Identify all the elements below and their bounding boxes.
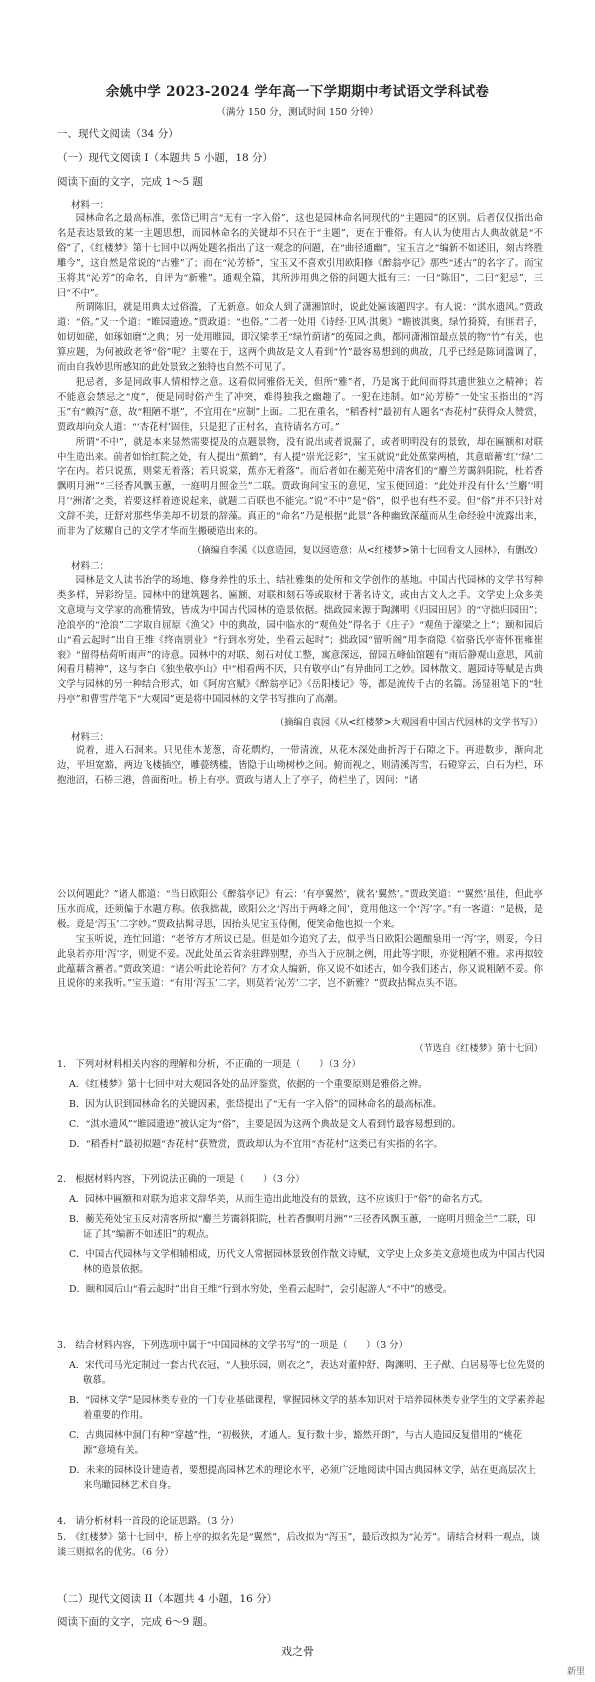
paragraph: 犯忌者，多是同政事人情相悖之意。这看似同雅俗无关，但所“雅”者，乃是寓于此间而得其遗世独立之精神；若不能意会禁忌之“度”，便是同时俗产生了冲突，难得独我之幽趣了。一犯在违制。如“沁芳桥”一处宝玉指出的“泻玉”有“赖泻”意，故“粗陋不堪”，不宜用在“应制”上面。二犯在重名，“稻香村”最初有人题名“杏花村”获得众人赞赏，贾政却向众人道：“‘杏花村’固佳，只是犯了正村名，直待请名方可。” — [57, 376, 543, 433]
answer-option[interactable]: D．未来的园林设计建造者，要想提高园林艺术的理论水平，必须广泛地阅读中国古典园林文学，站在更高层次上来鸟瞰园林艺术自身。 — [69, 1465, 536, 1491]
question-stem: 1. 下列对材料相关内容的理解和分析，不正确的一项是（ ）（3 分） — [57, 1059, 361, 1070]
answer-option[interactable]: C．古典园林中洞门有种“穿越”性，“初极狭，才通人。复行数十步，豁然开朗”，与古人造园反复借用的“桃花源”意境有关。 — [69, 1430, 523, 1456]
reading-instruction: 阅读下面的文字，完成 1～5 题 — [57, 176, 204, 188]
paragraph: 公以何题此？”诸人都道：“当日欧阳公《醉翁亭记》有云：‘有亭翼然’，就名‘翼然’。”贾政笑道：“‘翼然’虽佳，但此亭压水而成，还须偏于水题方称。依我拙裁，欧阳公之‘泻出于两峰之间’，竟用他这一个‘泻’字。”有一客道：“是极，是极。竟是‘泻玉’二字妙。”贾政拈髯寻思，因抬头见宝玉侍侧，便笑命他也拟一个来。 — [57, 889, 543, 930]
material-3-text — [57, 744, 543, 789]
material-label: 材料二： — [71, 561, 110, 572]
paragraph: 所谓“不中”，就是本来显然需要提及的点题景物，没有说出或者说漏了，或者明明没有的景致，却在匾额和对联中生造出来。前者如怡红院之处，有人提出“蕉鹤”，有人提“崇光泛彩”，宝玉就说“此处蕉棠两植，其意暗蓄‘红’‘绿’二字在内。若只说蕉，则棠无着落；若只说棠，蕉亦无着落”。而后者如在蘅芜苑中清客们的“麝兰芳霭斜阳院，杜若香飘明月洲”“三径香风飘玉蕙，一庭明月照金兰”二联。贾政询问宝玉的意见，宝玉便回道：“此处并没有什么‘兰麝’‘明月’‘洲渚’之类，若要这样着迹说起来，就题二百联也不能完。”说“不中”是“俗”，似乎也有些不妥。但“俗”并不只针对文辞不美，迂舒对那些华美却不切景的辞藻。真正的“命名”乃是根据“此景”各种幽致深蕴而从生命经验中流露出来，而非为了炫耀自己的文学才华而生搬硬造出来的。 — [57, 436, 543, 538]
article-title: 戏之骨 — [281, 1645, 314, 1658]
answer-option[interactable]: B．因为认识到园林命名的关键因素，张岱提出了“无有一字入俗”的园林命名的最高标准。 — [69, 1099, 442, 1110]
question-stem: 2. 根据材料内容，下列说法正确的一项是（ ）（3 分） — [57, 1174, 305, 1185]
answer-option[interactable]: B．“园林文学”是园林类专业的一门专业基础课程，掌握园林文学的基本知识对于培养园林类专业学生的文学素养起着重要的作用。 — [69, 1395, 545, 1421]
question-4: 4. 请分析材料一首段的论证思路。（3 分） — [57, 1516, 239, 1527]
question-3 — [57, 1338, 545, 1498]
material-label: 材料一： — [71, 200, 110, 211]
answer-option[interactable]: A．园林中匾额和对联为追求文辞华美，从而生造出此地没有的景致，这不应该归于“俗”的命名方式。 — [69, 1194, 489, 1205]
subsection-heading: （一）现代文阅读 I（本题共 5 小题，18 分） — [57, 152, 274, 164]
answer-option[interactable]: A．宋代司马光定制过一套古代衣冠，“人独乐园，则衣之”，表达对董仲舒、陶渊明、王子猷、白居易等七位先贤的敬慕。 — [69, 1360, 545, 1386]
exam-subtitle: （满分 150 分，测试时间 150 分钟） — [216, 107, 379, 118]
material-source: （摘编自李溪《以意造园，复以园造意：从<红楼梦>第十七回看文人园林》，有删改） — [192, 545, 543, 556]
corner-mark: 新里 — [566, 1667, 585, 1677]
answer-option[interactable]: B．蘅芜苑处宝玉反对清客所拟“麝兰芳霭斜阳院，杜若香飘明月洲”“三径香风飘玉蕙，一庭明月照金兰”二联，印证了其“编新不如述旧”的观点。 — [69, 1214, 536, 1240]
material-3-continued — [57, 888, 543, 992]
answer-option[interactable]: C．“淇水遗风”“睢园遗迹”被认定为“俗”，主要是因为这两个典故是文人看到竹最容易想到的。 — [69, 1119, 462, 1130]
paragraph: 说着，进入石洞来。只见佳木茏葱，奇花熌灼，一带清流，从花木深处曲折泻于石隙之下。再进数步，渐向北边，平坦宽豁，两边飞楼插空，雕甍绣槛，皆隐于山坳树杪之间。俯而视之，则清溪泻雪，石磴穿云，白石为栏，环抱池沼，石桥三港，兽面衔吐。桥上有亭。贾政与诸人上了亭子，倚栏坐了，因问：“诸 — [57, 745, 543, 786]
paragraph: 园林是文人读书治学的场地、修身养性的乐土、结社雅集的处所和文学创作的基地。中国古代园林的文学书写种类多样，异彩纷呈。园林中的建筑题名、匾额、对联和刻石等或取材于著名诗文，或由古文人之手。文学史上众多美文意境与文学家的高雅情致，皆成为中国古代园林的造景依据。拙政园来源于陶渊明《归园田居》的“守拙归园田”；沧浪亭的“沧浪”二字取自屈原《渔父》中的典故，园中临水的“观鱼处”得名于《庄子》“观鱼于濠梁之上”；颐和园后山“看云起时”出自王维《终南别业》“行到水穷处，坐看云起时”；拙政园“留听阁”用李商隐《宿骆氏亭寄怀崔雍崔衮》“留得枯荷听雨声”的诗意。园林中的对联、刻石对仗工整，寓意深远，留园五峰仙馆题有“雨后静观山意思，风前闲看月精神”，这与李白《独坐敬亭山》中“相看两不厌，只有敬亭山”有异曲同工之妙。园林散文、题园诗等赋是古典文学与园林的另一种结合形式，如《阿房宫赋》《醉翁亭记》《岳阳楼记》等，都是流传千古的名篇。汤显祖笔下的“牡丹亭”和曹雪芹笔下“大观园”更是将中国园林的文学书写推向了高潮。 — [57, 575, 543, 706]
material-1-text — [57, 212, 543, 540]
material-source: （摘编自袁园《从<红楼梦>大观园看中国古代园林的文学书写》） — [274, 717, 543, 728]
question-stem: 3. 结合材料内容，下列选项中属于“中国园林的文学书写”的一项是（ ）（3 分） — [57, 1340, 408, 1351]
material-2-text — [57, 574, 543, 708]
question-1 — [57, 1057, 545, 1157]
reading-instruction-2: 阅读下面的文字，完成 6～9 题。 — [57, 1616, 214, 1628]
paragraph: 所谓陈旧，就是用典太过俗滥，了无新意。如众人到了潇湘馆时，说此处匾该题四字。有人说：“淇水遗风。”贾政道：“俗。”又一个道：“睢园遗迹。”贾政道：“也俗。”二者一处用《诗经·卫风·淇奥》“瞻彼淇奥，绿竹猗猗，有匪君子，如切如磋，如琢如磨”之典；另一处用睢园，即汉梁孝王“绿竹荫诸”的菟园之典，都同潇湘馆最点景的物“竹”有关，也算应题，为何被政老爷“俗”呢？主要在于，这两个典故是文人看到“竹”最容易想到的典故，几乎已经是陈词滥调了，而由自我妙思所感知的此处景致之独特也自然不可见了。 — [57, 302, 543, 374]
page-gap — [0, 787, 595, 885]
paragraph: 宝玉听说，连忙回道：“老爷方才所议已是。但是如今追究了去，似乎当日欧阳公题酿泉用一‘泻’字，则妥，今日此泉若亦用‘泻’字，则觉不妥。况此处虽云省亲驻跸别墅，亦当入于应制之例，用此等字眼，亦觉粗陋不雅。求再拟较此蕴藉含蓄者。”贾政笑道：“诸公听此论若何？方才众人编新，你又说不如述古，如今我们述古，你又说粗陋不妥。你且说你的来我听。”宝玉道：“有用‘泻玉’二字，则莫若‘沁芳’二字，岂不新雅？”贾政拈髯点头不语。 — [57, 933, 543, 990]
answer-option[interactable]: C．中国古代园林与文学相辅相成，历代文人常据园林景致创作散文诗赋，文学史上众多美文意境也成为中国古代园林的造景依据。 — [69, 1249, 545, 1275]
answer-option[interactable]: D．颐和园后山“看云起时”出自王维“行到水穷处，坐看云起时”，会引起游人“不中”的感受。 — [69, 1284, 453, 1295]
exam-title: 余姚中学 2023-2024 学年高一下学期期中考试语文学科试卷 — [105, 84, 490, 100]
answer-option[interactable]: A．《红楼梦》第十七回中对大观园各处的品评鉴赏，依据的一个重要原则是雅俗之辨。 — [69, 1079, 428, 1090]
answer-option[interactable]: D．“稻香村”最初拟题“杏花村”获赞赏，贾政却认为不宜用“杏花村”这类已有实指的名字。 — [69, 1139, 443, 1150]
question-2 — [57, 1172, 545, 1302]
section-2-heading: （二）现代文阅读 II（本题共 4 小题，16 分） — [57, 1593, 278, 1605]
question-5: 5. 《红楼梦》第十七回中，桥上亭的拟名先是“翼然”，后改拟为“泻玉”，最后改拟为“沁芳”。请结合材料一观点，谈谈三则拟名的优劣。（6 分） — [57, 1532, 541, 1558]
section-heading: 一、现代文阅读（34 分） — [57, 128, 179, 140]
material-source: （节选自《红楼梦》第十七回） — [414, 1043, 543, 1054]
material-label: 材料三： — [71, 732, 110, 743]
paragraph: 园林命名之最高标准，张岱已明言“无有一字入俗”，这也是园林命名同现代的“主题园”的区别。后者仅仅指出命名是表达景致的某一主题思想，而园林命名的关键却不只在于“主题”，更在于雅俗。有人认为使用古人典故就是“不俗”了，《红楼梦》第十七回中以两处题名指出了这一观念的问题，在“曲径通幽”，宝玉言之“编新不如述旧，刻古终胜雕今”，这自然是常说的“古雅”了；而在“沁芳桥”，宝玉又不喜欢引用欧阳修《醉翁亭记》那些“述古”的名字了。而宝玉将其“沁芳”的命名，自评为“新雅”。通观全篇，其所涉用典之俗的问题大抵有三：一曰“陈旧”，二曰“犯忌”，三曰“不中”。 — [57, 213, 543, 299]
